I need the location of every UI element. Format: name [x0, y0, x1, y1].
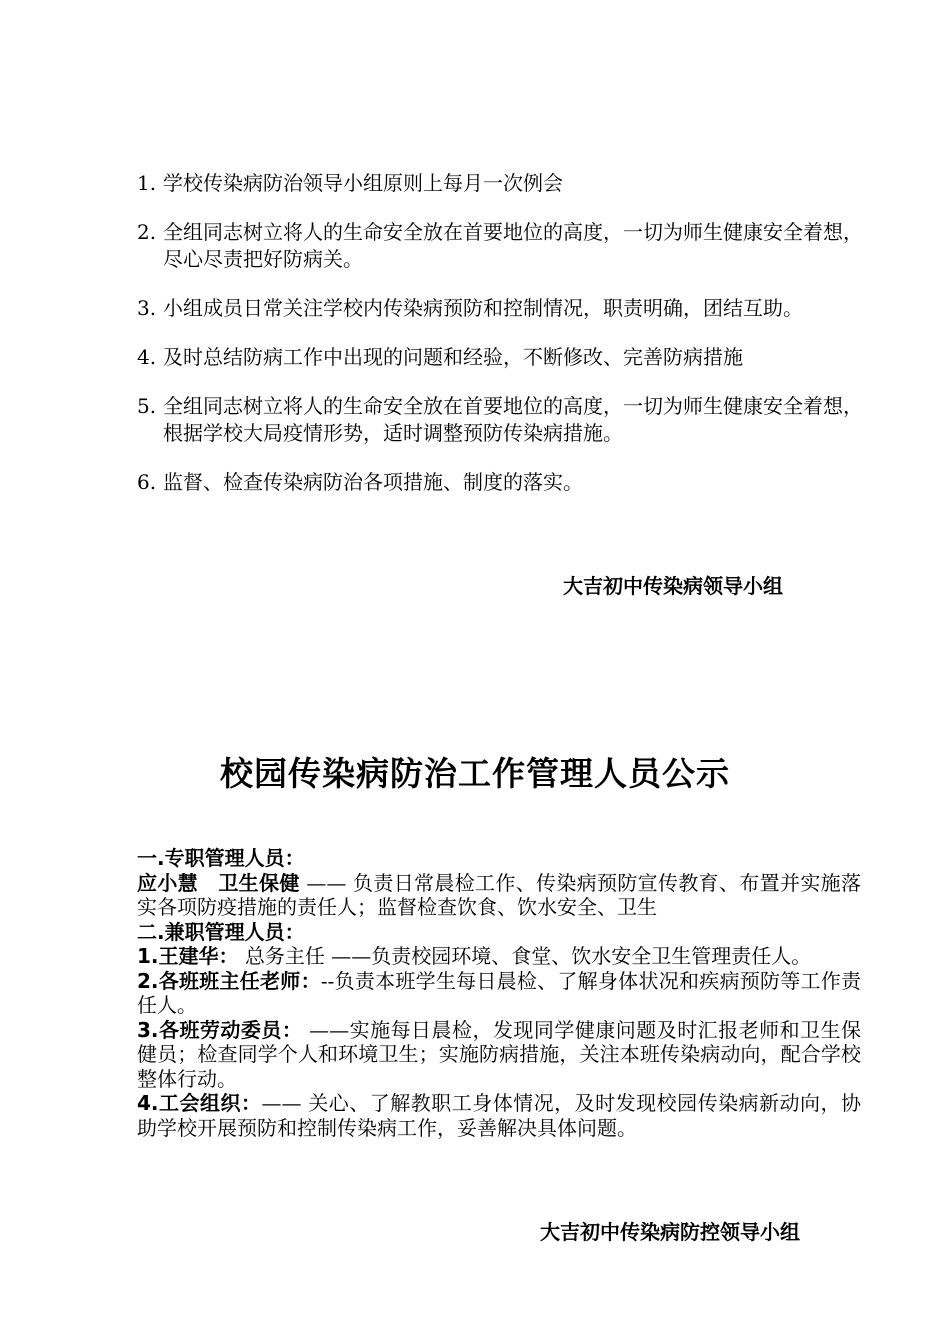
- rule-text: 小组成员日常关注学校内传染病预防和控制情况，职责明确，团结互助。: [163, 296, 803, 320]
- rule-text: 全组同志树立将人的生命安全放在首要地位的高度，一切为师生健康安全着想，尽心尽责把好防病关。: [163, 220, 863, 271]
- rule-item: [137, 344, 867, 371]
- rule-text: 监督、检查传染病防治各项措施、制度的落实。: [163, 470, 583, 494]
- parttime-label: 1.王建华：: [137, 944, 239, 968]
- rule-number: 3.: [137, 296, 157, 320]
- parttime-entry: [137, 1018, 861, 1092]
- rule-text: 全组同志树立将人的生命安全放在首要地位的高度，一切为师生健康安全着想，根据学校大局疫情形势，适时调整预防传染病措施。: [163, 394, 863, 445]
- parttime-heading: 二.兼职管理人员：: [137, 919, 305, 944]
- rule-item: [137, 469, 867, 496]
- rule-number: 4.: [137, 345, 157, 369]
- signature-prevention-group: 大吉初中传染病防控领导小组: [540, 1220, 800, 1244]
- rule-number: 2.: [137, 220, 157, 244]
- rule-number: 5.: [137, 394, 157, 418]
- rule-number: 6.: [137, 470, 157, 494]
- parttime-desc: 总务主任 ——负责校园环境、食堂、饮水安全卫生管理责任人。: [238, 944, 812, 968]
- parttime-label: 4.工会组织：: [137, 1091, 262, 1115]
- rule-item: [137, 295, 867, 322]
- rule-item: [137, 170, 867, 197]
- fulltime-name: 应小慧 卫生保健: [137, 870, 300, 895]
- parttime-entry: [137, 944, 861, 969]
- parttime-label: 2.各班班主任老师：: [137, 968, 321, 993]
- parttime-entry: [137, 1091, 861, 1140]
- rule-item: [137, 393, 867, 447]
- fulltime-desc: —— 负责日常晨检工作、传染病预防宣传教育、布置并实施落实各项防疫措施的责任人；监督检查饮食、饮水安全、卫生: [137, 870, 861, 919]
- parttime-desc: ——实施每日晨检，发现同学健康问题及时汇报老师和卫生保健员；检查同学个人和环境卫生；实施防病措施，关注本班传染病动向，配合学校整体行动。: [137, 1017, 862, 1091]
- staff-list: [137, 846, 861, 1140]
- rule-text: 学校传染病防治领导小组原则上每月一次例会: [163, 171, 563, 195]
- fulltime-entry: [137, 871, 861, 920]
- rule-number: 1.: [137, 171, 157, 195]
- parttime-entry: [137, 969, 861, 1018]
- page-title: 校园传染病防治工作管理人员公示: [220, 754, 730, 793]
- parttime-desc: --负责本班学生每日晨检、了解身体状况和疾病预防等工作责任人。: [137, 968, 862, 1017]
- rule-item: [137, 219, 867, 273]
- fulltime-heading: 一.专职管理人员：: [137, 846, 305, 870]
- rule-text: 及时总结防病工作中出现的问题和经验，不断修改、完善防病措施: [163, 345, 743, 369]
- rules-list: [137, 170, 867, 518]
- parttime-label: 3.各班劳动委员：: [137, 1017, 303, 1042]
- signature-leadership-group: 大吉初中传染病领导小组: [563, 574, 783, 598]
- parttime-desc: —— 关心、了解教职工身体情况，及时发现校园传染病新动向，协助学校开展预防和控制传染病工作，妥善解决具体问题。: [137, 1091, 862, 1140]
